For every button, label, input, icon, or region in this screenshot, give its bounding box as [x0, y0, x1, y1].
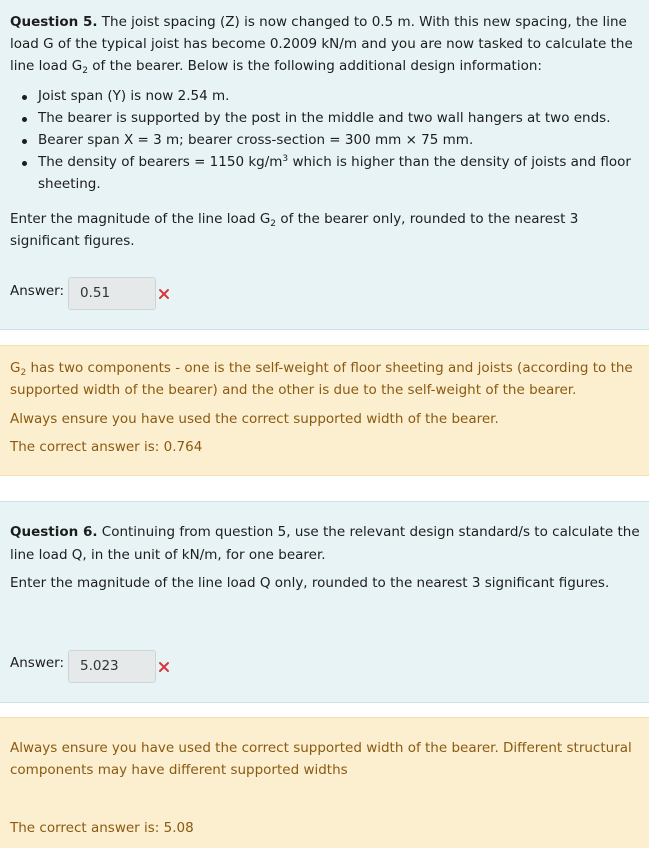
question-6-title: Question 6. [10, 524, 98, 540]
question-5-instruction: Enter the magnitude of the line load $G_2$ of the bearer only, rounded to the nearest 3 [10, 211, 579, 229]
answer-label: Answer: [10, 655, 65, 671]
feedback-line: supported width of the bearer) and the other is due to the self-weight of the bearer. [10, 382, 577, 398]
info-bullet-4: The density of bearers = 1150 $kg/m^3$ which is higher than the density of joists and floor [38, 154, 631, 170]
question-5-text-line3: line load $G_2$ of the bearer. Below is the following additional design information: [10, 58, 542, 76]
info-bullet-1: Joist span (Y) is now 2.54 m. [38, 88, 230, 104]
answer-input[interactable]: 0.51 [68, 277, 156, 310]
question-5-feedback [0, 345, 649, 476]
incorrect-icon [157, 287, 171, 301]
info-bullet-2: The bearer is supported by the post in the middle and two wall hangers at two ends. [38, 110, 611, 126]
correct-answer: The correct answer is: 0.764 [10, 439, 203, 455]
question-5-text-line2: load G of the typical joist has become 0.2009 kN/m and you are now tasked to calculate the [10, 36, 633, 52]
feedback-line: $G_2$ has two components - one is the self-weight of floor sheeting and joists (according to the [10, 360, 633, 378]
bullet-icon [22, 139, 27, 144]
info-bullet-4-cont: sheeting. [38, 176, 101, 192]
question-6-instruction: Enter the magnitude of the line load Q only, rounded to the nearest 3 significant figures. [10, 575, 610, 591]
question-5-text-line1: Question 5. The joist spacing (Z) is now changed to 0.5 m. With this new spacing, the line [10, 14, 627, 30]
question-5-title: Question 5. [10, 14, 98, 30]
question-5-panel [0, 0, 649, 330]
bullet-icon [22, 117, 27, 122]
answer-input[interactable]: 5.023 [68, 650, 156, 683]
question-6-feedback [0, 717, 649, 848]
question-6-panel [0, 501, 649, 703]
question-5-instruction-cont: significant figures. [10, 233, 135, 249]
bullet-icon [22, 161, 27, 166]
question-6-text-line1: Question 6. Continuing from question 5, use the relevant design standard/s to calculate the [10, 524, 640, 540]
correct-answer: The correct answer is: 5.08 [10, 820, 194, 836]
question-6-text-line2: line load Q, in the unit of kN/m, for one bearer. [10, 547, 326, 563]
info-bullet-3: Bearer span X = 3 m; bearer cross-section = 300 mm × 75 mm. [38, 132, 474, 148]
feedback-line: components may have different supported widths [10, 762, 348, 778]
feedback-line: Always ensure you have used the correct supported width of the bearer. Different structural [10, 740, 632, 756]
answer-label: Answer: [10, 283, 65, 299]
bullet-icon [22, 95, 27, 100]
incorrect-icon [157, 660, 171, 674]
feedback-line: Always ensure you have used the correct supported width of the bearer. [10, 411, 499, 427]
